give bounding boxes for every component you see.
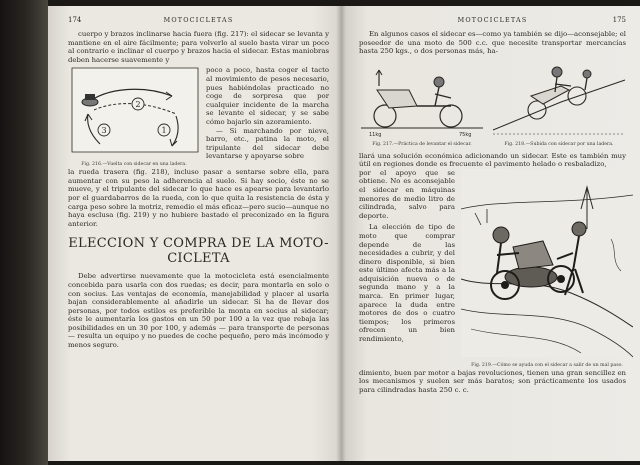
fig-label-1: 1 bbox=[161, 126, 167, 136]
figure-219-illustration bbox=[461, 169, 633, 365]
book-gutter bbox=[336, 6, 346, 461]
figure-216-illustration bbox=[68, 66, 200, 158]
right-paragraph-1: En algunos casos el sidecar es—como ya también se dijo—aconsejable; el poseedor de una moto de 500 c.c. que necesite transportar mercancías hasta 250 kgs., o dos personas más, ha- bbox=[359, 30, 626, 56]
figure-218 bbox=[491, 60, 627, 148]
fig-label-3: 3 bbox=[101, 126, 107, 136]
fig217-weight-right: 75kg bbox=[459, 131, 472, 138]
left-paragraph-1: cuerpo y brazos inclinarse hacia fuera (fig. 217): el sidecar se levanta y mantiene en el aire fácilmente; para volverlo al suelo basta virar un poco al contrario e inclinar el cuerpo y brazos hacia el sidecar. Estas maniobras deben hacerse suavemente y bbox=[68, 30, 329, 64]
figure-217-illustration bbox=[359, 60, 485, 138]
right-running-head bbox=[359, 16, 626, 24]
figure-216-caption: Fig. 216.—Vuelta con sidecar en una ladera. bbox=[81, 162, 187, 168]
right-header-title: MOTOCICLETAS bbox=[457, 16, 528, 24]
figure-219 bbox=[461, 169, 633, 369]
book-edge bbox=[0, 0, 48, 465]
left-side-text-1: poco a poco, hasta coger el tacto al movimiento de pesos necesario, pues habiéndolas practicado no coge de sorpresa que por cualquier incidente de la marcha se levante el sidecar, y se sabe cómo bajarlo sin azoramiento. bbox=[206, 66, 329, 126]
right-side-text-2: La elección de tipo de moto que comprar depende de las necesidades a cubrir, y del dinero disponible, si bien este último afecta más a la adquisición nueva o de segunda mano y a la marca. En primer lugar, aparece la duda entre motores de dos o cuatro tiempos; los primeros ofrecen un bien rendimiento, bbox=[359, 223, 455, 344]
right-page bbox=[341, 6, 640, 461]
right-paragraph-3: dimiento, buen par motor a bajas revoluciones, tienen una gran sencillez en los mecanismos y suelen ser más baratos; son prácticamente los usados para cilindradas hasta 250 c. c. bbox=[359, 368, 626, 394]
right-paragraph-2: llará una solución económica adicionando un sidecar. Este es también muy útil en regiones donde es frecuente el pavimento helado o resbaladizo, bbox=[359, 151, 626, 169]
fig217-weight-left: 11kg bbox=[369, 131, 382, 138]
left-page-number: 174 bbox=[68, 16, 82, 24]
figure-218-caption: Fig. 218.—Subida con sidecar por una ladera. bbox=[504, 141, 614, 147]
section-heading-line-1: ELECCION Y COMPRA DE LA MOTO- bbox=[68, 236, 329, 252]
figure-216 bbox=[68, 66, 200, 168]
figure-217 bbox=[359, 60, 485, 148]
left-side-text-2: — Si marchando por nieve, barro, etc., patina la moto, el tripulante del sidecar debe levantarse y apoyarse sobre bbox=[206, 126, 329, 161]
figure-218-illustration bbox=[491, 60, 627, 138]
left-running-head bbox=[68, 16, 329, 24]
figure-219-caption: Fig. 219.—Cómo se ayuda con el sidecar a salir de un mal paso. bbox=[471, 362, 623, 368]
right-page-number: 175 bbox=[612, 16, 626, 24]
left-paragraph-2: la rueda trasera (fig. 218), incluso pasar a sentarse sobre ella, para aumentar con su peso la adherencia al suelo. Si hay socio, éste no se mueve, y el tripulante del sidecar lo que hace es apearse para levantarlo por el guardabarros de la rueda, con lo que quita la resistencia de ésta y carga peso sobre la motriz, remedio el más eficaz—pero sucio—aunque no haya esclusa (fig. 219) y no hubiere bastado el preconizado en la figura anterior. bbox=[68, 168, 329, 228]
left-page bbox=[48, 6, 341, 461]
left-paragraph-3: Debe advertirse nuevamente que la motocicleta está esencialmente concebida para usarla con dos ruedas; es decir, para montarla en solo o con socius. Las ventajas de economía, manejabilidad y placer al usarla bajan considerablemente al añadirle un sidecar. Si ha de llevar dos personas, por todos estilos es preferible la monta en socius al sidecar; éste le aumentaría los gastos en un 50 por 100 a la vez que rebaja las posibilidades en un 30 por 100, y además — para transporte de personas — resulta un equipo y no puedes de coche pequeño, pero más incómodo y menos seguro. bbox=[68, 272, 329, 350]
right-side-text-1: por el apoyo que se obtiene. No es aconsejable el sidecar en máquinas menores de medio litro de cilindrada, salvo para deporte. bbox=[359, 168, 455, 220]
section-heading bbox=[68, 236, 329, 266]
fig-label-2: 2 bbox=[135, 100, 141, 110]
figure-217-caption: Fig. 217.—Práctica de levantar el sidecar. bbox=[372, 141, 472, 147]
left-header-title: MOTOCICLETAS bbox=[163, 16, 234, 24]
section-heading-line-2: CICLETA bbox=[167, 251, 230, 267]
